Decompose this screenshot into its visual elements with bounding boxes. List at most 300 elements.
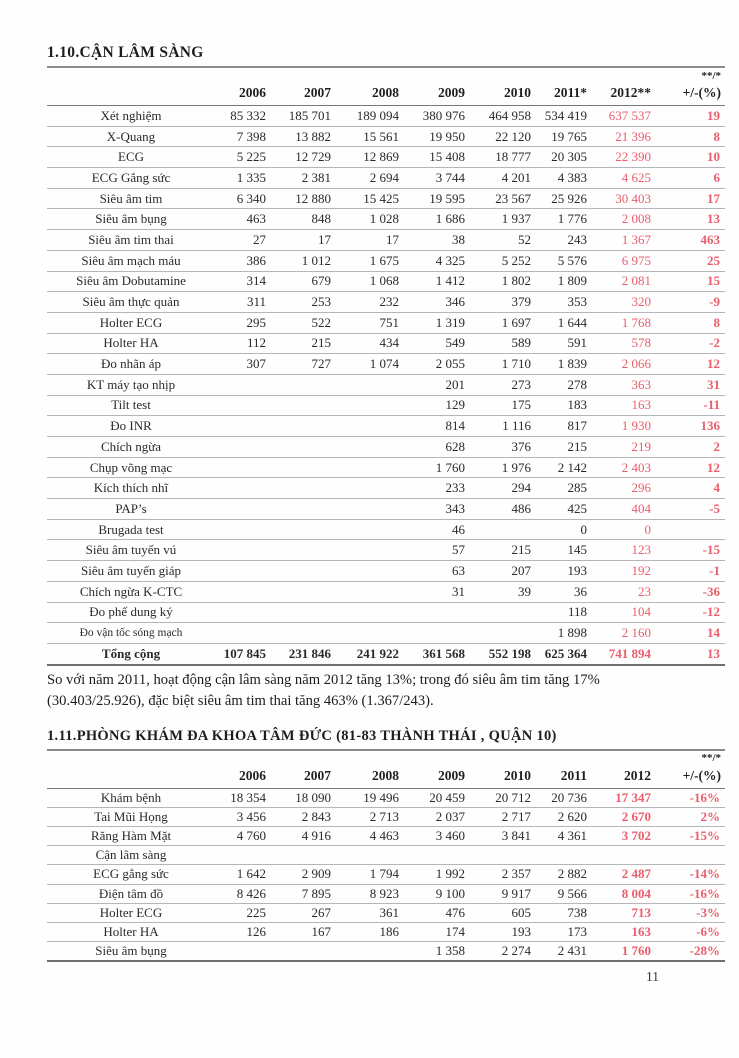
value-cell: 679 xyxy=(276,271,341,292)
row-label: Brugada test xyxy=(47,519,215,540)
pct-cell: 2% xyxy=(661,807,725,826)
table-row xyxy=(47,942,725,962)
value-cell: 173 xyxy=(541,922,597,941)
value-cell: 346 xyxy=(409,292,475,313)
pct-cell: 17 xyxy=(661,188,725,209)
value-cell xyxy=(215,416,276,437)
value-cell: 215 xyxy=(541,437,597,458)
percent-column-header: +/-(%) xyxy=(661,83,725,106)
table-header-row xyxy=(47,83,725,106)
value-cell: 4 916 xyxy=(276,826,341,845)
value-cell: 713 xyxy=(597,903,661,922)
value-cell: 1 809 xyxy=(541,271,597,292)
commentary-line-2: (30.403/25.926), đặc biệt siêu âm tim thai tăng 463% (1.367/243). xyxy=(47,693,434,710)
value-cell: 25 926 xyxy=(541,188,597,209)
value-cell: 174 xyxy=(409,922,475,941)
value-cell: 241 922 xyxy=(341,643,409,664)
row-label: Chích ngừa xyxy=(47,437,215,458)
value-cell: 112 xyxy=(215,333,276,354)
value-cell: 23 567 xyxy=(475,188,541,209)
value-cell: 253 xyxy=(276,292,341,313)
value-cell: 19 496 xyxy=(341,788,409,807)
value-cell: 1 068 xyxy=(341,271,409,292)
value-cell: 20 736 xyxy=(541,788,597,807)
table-row xyxy=(47,416,725,437)
table-row xyxy=(47,168,725,189)
pct-cell: 2 xyxy=(661,437,725,458)
value-cell: 18 354 xyxy=(215,788,276,807)
value-cell: 20 459 xyxy=(409,788,475,807)
value-cell: 2 713 xyxy=(341,807,409,826)
value-cell: 361 xyxy=(341,903,409,922)
pct-cell xyxy=(661,519,725,540)
year-header: 2006 xyxy=(215,83,276,106)
value-cell xyxy=(341,416,409,437)
year-header: 2007 xyxy=(276,83,341,106)
table-row xyxy=(47,457,725,478)
value-cell: 129 xyxy=(409,395,475,416)
value-cell: 2 381 xyxy=(276,168,341,189)
value-cell: 46 xyxy=(409,519,475,540)
value-cell: 145 xyxy=(541,540,597,561)
value-cell: 2 431 xyxy=(541,942,597,962)
row-label: Đo vận tốc sóng mạch xyxy=(47,623,215,644)
value-cell: 463 xyxy=(215,209,276,230)
value-cell xyxy=(341,623,409,644)
value-cell: 751 xyxy=(341,312,409,333)
table-row xyxy=(47,478,725,499)
footnote-marker: **/* xyxy=(701,752,721,765)
value-cell: 848 xyxy=(276,209,341,230)
value-cell xyxy=(276,499,341,520)
value-cell xyxy=(215,581,276,602)
value-cell: 21 396 xyxy=(597,126,661,147)
value-cell: 2 670 xyxy=(597,807,661,826)
value-cell xyxy=(409,602,475,623)
value-cell: 522 xyxy=(276,312,341,333)
value-cell xyxy=(597,846,661,865)
pct-cell: 463 xyxy=(661,230,725,251)
value-cell: 1 898 xyxy=(541,623,597,644)
value-cell: 1 794 xyxy=(341,865,409,884)
value-cell: 243 xyxy=(541,230,597,251)
percent-column-header: +/-(%) xyxy=(661,766,725,789)
value-cell: 1 644 xyxy=(541,312,597,333)
value-cell: 2 694 xyxy=(341,168,409,189)
value-cell xyxy=(341,437,409,458)
pct-cell: 136 xyxy=(661,416,725,437)
value-cell: 1 367 xyxy=(597,230,661,251)
pct-cell: -16% xyxy=(661,788,725,807)
value-cell: 1 358 xyxy=(409,942,475,962)
value-cell: 434 xyxy=(341,333,409,354)
row-label: Siêu âm Dobutamine xyxy=(47,271,215,292)
value-cell xyxy=(341,519,409,540)
year-header: 2011* xyxy=(541,83,597,106)
pct-cell: -15% xyxy=(661,826,725,845)
pct-cell: -11 xyxy=(661,395,725,416)
pct-cell: 13 xyxy=(661,643,725,664)
value-cell: 295 xyxy=(215,312,276,333)
table-row xyxy=(47,374,725,395)
value-cell: 486 xyxy=(475,499,541,520)
value-cell: 5 576 xyxy=(541,250,597,271)
value-cell: 1 976 xyxy=(475,457,541,478)
table-row xyxy=(47,395,725,416)
value-cell: 8 004 xyxy=(597,884,661,903)
value-cell: 8 426 xyxy=(215,884,276,903)
value-cell: 4 625 xyxy=(597,168,661,189)
value-cell: 38 xyxy=(409,230,475,251)
value-cell: 2 008 xyxy=(597,209,661,230)
value-cell: 1 937 xyxy=(475,209,541,230)
value-cell: 6 975 xyxy=(597,250,661,271)
pct-cell: 14 xyxy=(661,623,725,644)
row-label: Đo nhãn áp xyxy=(47,354,215,375)
pct-cell: 12 xyxy=(661,354,725,375)
section-1-10-title: 1.10.CẬN LÂM SÀNG xyxy=(47,44,725,68)
value-cell: 27 xyxy=(215,230,276,251)
value-cell: 30 403 xyxy=(597,188,661,209)
value-cell xyxy=(341,457,409,478)
value-cell: 167 xyxy=(276,922,341,941)
table-row xyxy=(47,126,725,147)
table-row xyxy=(47,188,725,209)
year-header: 2012 xyxy=(597,766,661,789)
year-header: 2006 xyxy=(215,766,276,789)
row-label: Khám bệnh xyxy=(47,788,215,807)
table-header-row xyxy=(47,766,725,789)
value-cell: 4 361 xyxy=(541,826,597,845)
row-label: ECG xyxy=(47,147,215,168)
table-row xyxy=(47,147,725,168)
value-cell: 63 xyxy=(409,561,475,582)
pct-cell: 12 xyxy=(661,457,725,478)
value-cell xyxy=(341,602,409,623)
value-cell: 814 xyxy=(409,416,475,437)
value-cell: 2 274 xyxy=(475,942,541,962)
row-label: Holter HA xyxy=(47,922,215,941)
pct-cell: -16% xyxy=(661,884,725,903)
row-label: Điện tâm đồ xyxy=(47,884,215,903)
value-cell xyxy=(341,374,409,395)
pct-cell: 6 xyxy=(661,168,725,189)
value-cell: 215 xyxy=(276,333,341,354)
value-cell xyxy=(215,846,276,865)
value-cell: 163 xyxy=(597,395,661,416)
value-cell: 1 012 xyxy=(276,250,341,271)
value-cell xyxy=(475,519,541,540)
pct-cell: -9 xyxy=(661,292,725,313)
value-cell xyxy=(409,623,475,644)
pct-cell: 8 xyxy=(661,126,725,147)
row-label: Siêu âm bụng xyxy=(47,942,215,962)
value-cell xyxy=(276,437,341,458)
value-cell: 1 802 xyxy=(475,271,541,292)
value-cell: 6 340 xyxy=(215,188,276,209)
value-cell: 4 325 xyxy=(409,250,475,271)
value-cell: 126 xyxy=(215,922,276,941)
row-label: PAP’s xyxy=(47,499,215,520)
pct-cell: -1 xyxy=(661,561,725,582)
value-cell: 19 765 xyxy=(541,126,597,147)
label-column-header xyxy=(47,766,215,789)
pct-cell: 19 xyxy=(661,106,725,127)
value-cell: 1 642 xyxy=(215,865,276,884)
value-cell xyxy=(215,540,276,561)
row-label: Siêu âm tuyến vú xyxy=(47,540,215,561)
row-label: Tilt test xyxy=(47,395,215,416)
value-cell: 183 xyxy=(541,395,597,416)
value-cell: 363 xyxy=(597,374,661,395)
value-cell xyxy=(341,942,409,962)
row-label: Chụp võng mạc xyxy=(47,457,215,478)
pct-cell: -15 xyxy=(661,540,725,561)
value-cell: 817 xyxy=(541,416,597,437)
row-label: Tai Mũi Họng xyxy=(47,807,215,826)
value-cell xyxy=(341,540,409,561)
value-cell xyxy=(541,846,597,865)
value-cell: 738 xyxy=(541,903,597,922)
value-cell: 2 487 xyxy=(597,865,661,884)
polyclinic-tam-duc-table xyxy=(47,751,725,963)
value-cell: 12 729 xyxy=(276,147,341,168)
value-cell: 4 383 xyxy=(541,168,597,189)
value-cell: 1 686 xyxy=(409,209,475,230)
value-cell: 0 xyxy=(597,519,661,540)
value-cell: 36 xyxy=(541,581,597,602)
value-cell: 1 116 xyxy=(475,416,541,437)
value-cell: 2 160 xyxy=(597,623,661,644)
value-cell: 625 364 xyxy=(541,643,597,664)
row-label: Holter HA xyxy=(47,333,215,354)
value-cell: 20 305 xyxy=(541,147,597,168)
value-cell: 17 xyxy=(341,230,409,251)
value-cell: 8 923 xyxy=(341,884,409,903)
value-cell: 3 456 xyxy=(215,807,276,826)
value-cell: 311 xyxy=(215,292,276,313)
pct-cell: -14% xyxy=(661,865,725,884)
value-cell xyxy=(215,602,276,623)
value-cell: 741 894 xyxy=(597,643,661,664)
value-cell: 589 xyxy=(475,333,541,354)
value-cell: 186 xyxy=(341,922,409,941)
value-cell: 207 xyxy=(475,561,541,582)
table-note-row xyxy=(47,68,725,83)
year-header: 2010 xyxy=(475,766,541,789)
table-row xyxy=(47,499,725,520)
value-cell: 2 717 xyxy=(475,807,541,826)
value-cell: 225 xyxy=(215,903,276,922)
year-header: 2009 xyxy=(409,766,475,789)
value-cell xyxy=(475,846,541,865)
table-row xyxy=(47,271,725,292)
footnote-marker: **/* xyxy=(701,69,721,82)
value-cell xyxy=(276,519,341,540)
value-cell: 19 595 xyxy=(409,188,475,209)
value-cell: 314 xyxy=(215,271,276,292)
value-cell: 3 460 xyxy=(409,826,475,845)
table-note-row xyxy=(47,751,725,766)
value-cell: 15 425 xyxy=(341,188,409,209)
value-cell: 3 841 xyxy=(475,826,541,845)
table-row xyxy=(47,333,725,354)
commentary-paragraph xyxy=(47,670,725,713)
row-label: X-Quang xyxy=(47,126,215,147)
value-cell: 12 869 xyxy=(341,147,409,168)
value-cell: 123 xyxy=(597,540,661,561)
value-cell: 353 xyxy=(541,292,597,313)
value-cell xyxy=(276,395,341,416)
value-cell xyxy=(341,561,409,582)
row-label: Tổng cộng xyxy=(47,643,215,664)
value-cell: 3 702 xyxy=(597,826,661,845)
row-label: Holter ECG xyxy=(47,903,215,922)
value-cell: 20 712 xyxy=(475,788,541,807)
row-label: ECG gắng sức xyxy=(47,865,215,884)
value-cell: 1 028 xyxy=(341,209,409,230)
label-column-header xyxy=(47,83,215,106)
value-cell: 552 198 xyxy=(475,643,541,664)
value-cell: 1 697 xyxy=(475,312,541,333)
value-cell: 9 100 xyxy=(409,884,475,903)
row-label: Chích ngừa K-CTC xyxy=(47,581,215,602)
value-cell: 4 760 xyxy=(215,826,276,845)
value-cell: 361 568 xyxy=(409,643,475,664)
table-row xyxy=(47,209,725,230)
year-header: 2009 xyxy=(409,83,475,106)
pct-cell: -3% xyxy=(661,903,725,922)
value-cell: 2 882 xyxy=(541,865,597,884)
value-cell: 273 xyxy=(475,374,541,395)
value-cell: 1 074 xyxy=(341,354,409,375)
value-cell: 2 055 xyxy=(409,354,475,375)
row-label: Răng Hàm Mặt xyxy=(47,826,215,845)
table-row xyxy=(47,230,725,251)
value-cell: 15 408 xyxy=(409,147,475,168)
header-spacer xyxy=(47,68,661,83)
table-row xyxy=(47,581,725,602)
table-row xyxy=(47,826,725,845)
pct-cell: 25 xyxy=(661,250,725,271)
value-cell: 57 xyxy=(409,540,475,561)
value-cell: 2 066 xyxy=(597,354,661,375)
clinical-services-table xyxy=(47,68,725,666)
table-row xyxy=(47,807,725,826)
value-cell: 1 760 xyxy=(409,457,475,478)
value-cell: 1 768 xyxy=(597,312,661,333)
value-cell: 549 xyxy=(409,333,475,354)
pct-cell: -36 xyxy=(661,581,725,602)
value-cell: 1 992 xyxy=(409,865,475,884)
value-cell: 1 760 xyxy=(597,942,661,962)
value-cell xyxy=(276,374,341,395)
value-cell xyxy=(276,581,341,602)
value-cell xyxy=(276,478,341,499)
value-cell: 232 xyxy=(341,292,409,313)
value-cell xyxy=(215,457,276,478)
year-header: 2008 xyxy=(341,766,409,789)
value-cell: 7 895 xyxy=(276,884,341,903)
table-row xyxy=(47,250,725,271)
year-header: 2007 xyxy=(276,766,341,789)
value-cell: 0 xyxy=(541,519,597,540)
value-cell: 233 xyxy=(409,478,475,499)
row-label: Kích thích nhĩ xyxy=(47,478,215,499)
value-cell: 18 777 xyxy=(475,147,541,168)
value-cell: 15 561 xyxy=(341,126,409,147)
value-cell: 476 xyxy=(409,903,475,922)
row-label: Siêu âm bụng xyxy=(47,209,215,230)
value-cell xyxy=(215,478,276,499)
year-header: 2008 xyxy=(341,83,409,106)
value-cell: 2 403 xyxy=(597,457,661,478)
value-cell: 578 xyxy=(597,333,661,354)
value-cell: 12 880 xyxy=(276,188,341,209)
value-cell: 175 xyxy=(475,395,541,416)
value-cell: 17 347 xyxy=(597,788,661,807)
value-cell: 9 566 xyxy=(541,884,597,903)
row-label: Siêu âm tuyến giáp xyxy=(47,561,215,582)
table-row xyxy=(47,437,725,458)
value-cell xyxy=(215,499,276,520)
value-cell: 85 332 xyxy=(215,106,276,127)
value-cell: 1 930 xyxy=(597,416,661,437)
pct-cell: -12 xyxy=(661,602,725,623)
value-cell xyxy=(215,623,276,644)
table-row xyxy=(47,846,725,865)
value-cell xyxy=(276,602,341,623)
value-cell xyxy=(276,416,341,437)
value-cell: 107 845 xyxy=(215,643,276,664)
value-cell: 343 xyxy=(409,499,475,520)
value-cell: 22 390 xyxy=(597,147,661,168)
table-row xyxy=(47,865,725,884)
row-label: KT máy tạo nhịp xyxy=(47,374,215,395)
value-cell: 1 412 xyxy=(409,271,475,292)
row-label: ECG Gắng sức xyxy=(47,168,215,189)
value-cell: 591 xyxy=(541,333,597,354)
row-label: Siêu âm tim thai xyxy=(47,230,215,251)
value-cell: 628 xyxy=(409,437,475,458)
value-cell: 464 958 xyxy=(475,106,541,127)
pct-cell: 8 xyxy=(661,312,725,333)
value-cell: 307 xyxy=(215,354,276,375)
row-label: Cận lâm sàng xyxy=(47,846,215,865)
value-cell: 163 xyxy=(597,922,661,941)
value-cell: 231 846 xyxy=(276,643,341,664)
table-row xyxy=(47,292,725,313)
value-cell: 13 882 xyxy=(276,126,341,147)
year-header: 2010 xyxy=(475,83,541,106)
value-cell: 5 225 xyxy=(215,147,276,168)
year-header: 2011 xyxy=(541,766,597,789)
value-cell: 637 537 xyxy=(597,106,661,127)
value-cell: 7 398 xyxy=(215,126,276,147)
value-cell: 320 xyxy=(597,292,661,313)
value-cell: 2 909 xyxy=(276,865,341,884)
value-cell: 185 701 xyxy=(276,106,341,127)
row-label: Holter ECG xyxy=(47,312,215,333)
table-row xyxy=(47,106,725,127)
value-cell xyxy=(215,942,276,962)
value-cell: 52 xyxy=(475,230,541,251)
value-cell xyxy=(215,561,276,582)
value-cell: 727 xyxy=(276,354,341,375)
value-cell: 4 463 xyxy=(341,826,409,845)
header-spacer xyxy=(47,751,661,766)
value-cell: 18 090 xyxy=(276,788,341,807)
